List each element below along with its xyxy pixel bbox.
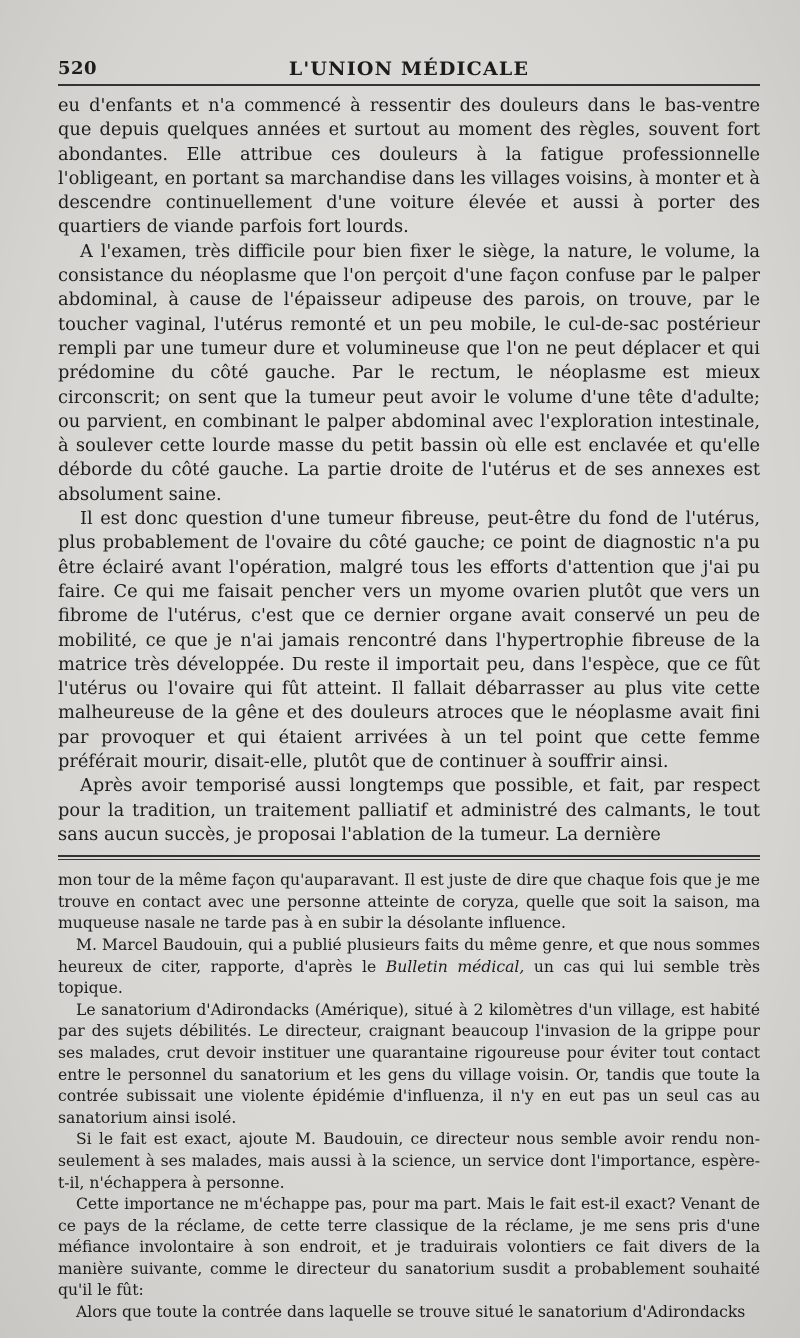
bulletin-medical-title: Bulletin médical, bbox=[385, 957, 525, 976]
footnote-2 bbox=[58, 935, 760, 1000]
footnote-4: Si le fait est exact, ajoute M. Baudouin, ce directeur nous semble avoir rendu non-seulement à ses malades, mais aussi à la science, un service dont l'importance, espère-t-il, n'échappera à personne. bbox=[58, 1130, 760, 1192]
footnote-separator bbox=[58, 855, 760, 860]
paragraph-2: A l'examen, très difficile pour bien fixer le siège, la nature, le volume, la consistance du néoplasme que l'on perçoit d'une façon confuse par le palper abdominal, à cause de l'épaisseur adipeuse des parois, on trouve, par le toucher vaginal, l'utérus remonté et un peu mobile, le cul-de-sac postérieur rempli par une tumeur dure et volumineuse que l'on ne peut déplacer et qui prédomine du côté gauche. Par le rectum, le néoplasme est mieux circonscrit; on sent que la tumeur peut avoir le volume d'une tête d'adulte; ou parvient, en combinant le palper abdominal avec l'exploration intestinale, à soulever cette lourde masse du petit bassin où elle est enclavée et qu'elle déborde du côté gauche. La partie droite de l'utérus et de ses annexes est absolument saine. bbox=[58, 240, 760, 505]
footnote-3: Le sanatorium d'Adirondacks (Amérique), situé à 2 kilomètres d'un village, est habité par des sujets débilités. Le directeur, craignant beaucoup l'invasion de la grippe pour ses malades, crut devoir instituer une quarantaine rigoureuse pour éviter tout contact entre le personnel du sanatorium et les gens du village voisin. Or, tandis que toute la contrée subissait une violente épidémie d'influenza, il n'y en eut pas un seul cas au sanatorium ainsi isolé. bbox=[58, 1000, 760, 1127]
page-number: 520 bbox=[58, 58, 98, 79]
footnote-2-start: M. Marcel Baudouin, qui a publié plusieurs faits du même genre, et que nous sommes heureux de citer, rapporte, d'après le bbox=[58, 935, 760, 976]
paragraph-1: eu d'enfants et n'a commencé à ressentir des douleurs dans le bas-ventre que depuis quelques années et surtout au moment des règles, souvent fort abondantes. Elle attribue ces douleurs à la fatigue professionnelle l'obligeant, en portant sa marchandise dans les villages voisins, à monter et à descendre continuellement d'une voiture élevée et aussi à porter des quartiers de viande parfois fort lourds. bbox=[58, 95, 760, 238]
footnote-5: Cette importance ne m'échappe pas, pour ma part. Mais le fait est-il exact? Venant de ce pays de la réclame, de cette terre classique de la réclame, je me sens pris d'une méfiance involontaire à son endroit, et je traduirais volontiers ce fait divers de la manière suivante, comme le directeur du sanatorium susdit a probablement souhaité qu'il le fût: bbox=[58, 1195, 760, 1300]
running-title: L'UNION MÉDICALE bbox=[288, 58, 530, 80]
footnote-1: mon tour de la même façon qu'auparavant. Il est juste de dire que chaque fois que je me trouve en contact avec une personne atteinte de coryza, quelle que soit la saison, ma muqueuse nasale ne tarde pas à en subir la désolante influence. bbox=[58, 871, 760, 933]
footnote-2-end: un cas qui lui semble très topique. bbox=[58, 957, 761, 998]
footnotes bbox=[58, 870, 760, 1323]
footnote-6: Alors que toute la contrée dans laquelle se trouve situé le sanatorium d'Adirondacks bbox=[76, 1303, 746, 1322]
page-header bbox=[58, 48, 760, 86]
paragraph-4: Après avoir temporisé aussi longtemps que possible, et fait, par respect pour la tradition, un traitement palliatif et administré des calmants, le tout sans aucun succès, je proposai l'ablation de la tumeur. La dernière bbox=[58, 775, 760, 845]
paragraph-3: Il est donc question d'une tumeur fibreuse, peut-être du fond de l'utérus, plus probablement de l'ovaire du côté gauche; ce point de diagnostic n'a pu être éclairé avant l'opération, malgré tous les efforts d'attention que j'ai pu faire. Ce qui me faisait pencher vers un myome ovarien plutôt que vers un fibrome de l'utérus, c'est que ce dernier organe avait conservé un peu de mobilité, ce que je n'ai jamais rencontré dans l'hypertrophie fibreuse de la matrice très développée. Du reste il importait peu, dans l'espèce, que ce fût l'utérus ou l'ovaire qui fût atteint. Il fallait débarrasser au plus vite cette malheureuse de la gêne et des douleurs atroces que le néoplasme avait fini par provoquer et qui étaient arrivées à un tel point que cette femme préférait mourir, disait-elle, plutôt que de continuer à souffrir ainsi. bbox=[58, 508, 760, 773]
main-text bbox=[58, 94, 760, 847]
